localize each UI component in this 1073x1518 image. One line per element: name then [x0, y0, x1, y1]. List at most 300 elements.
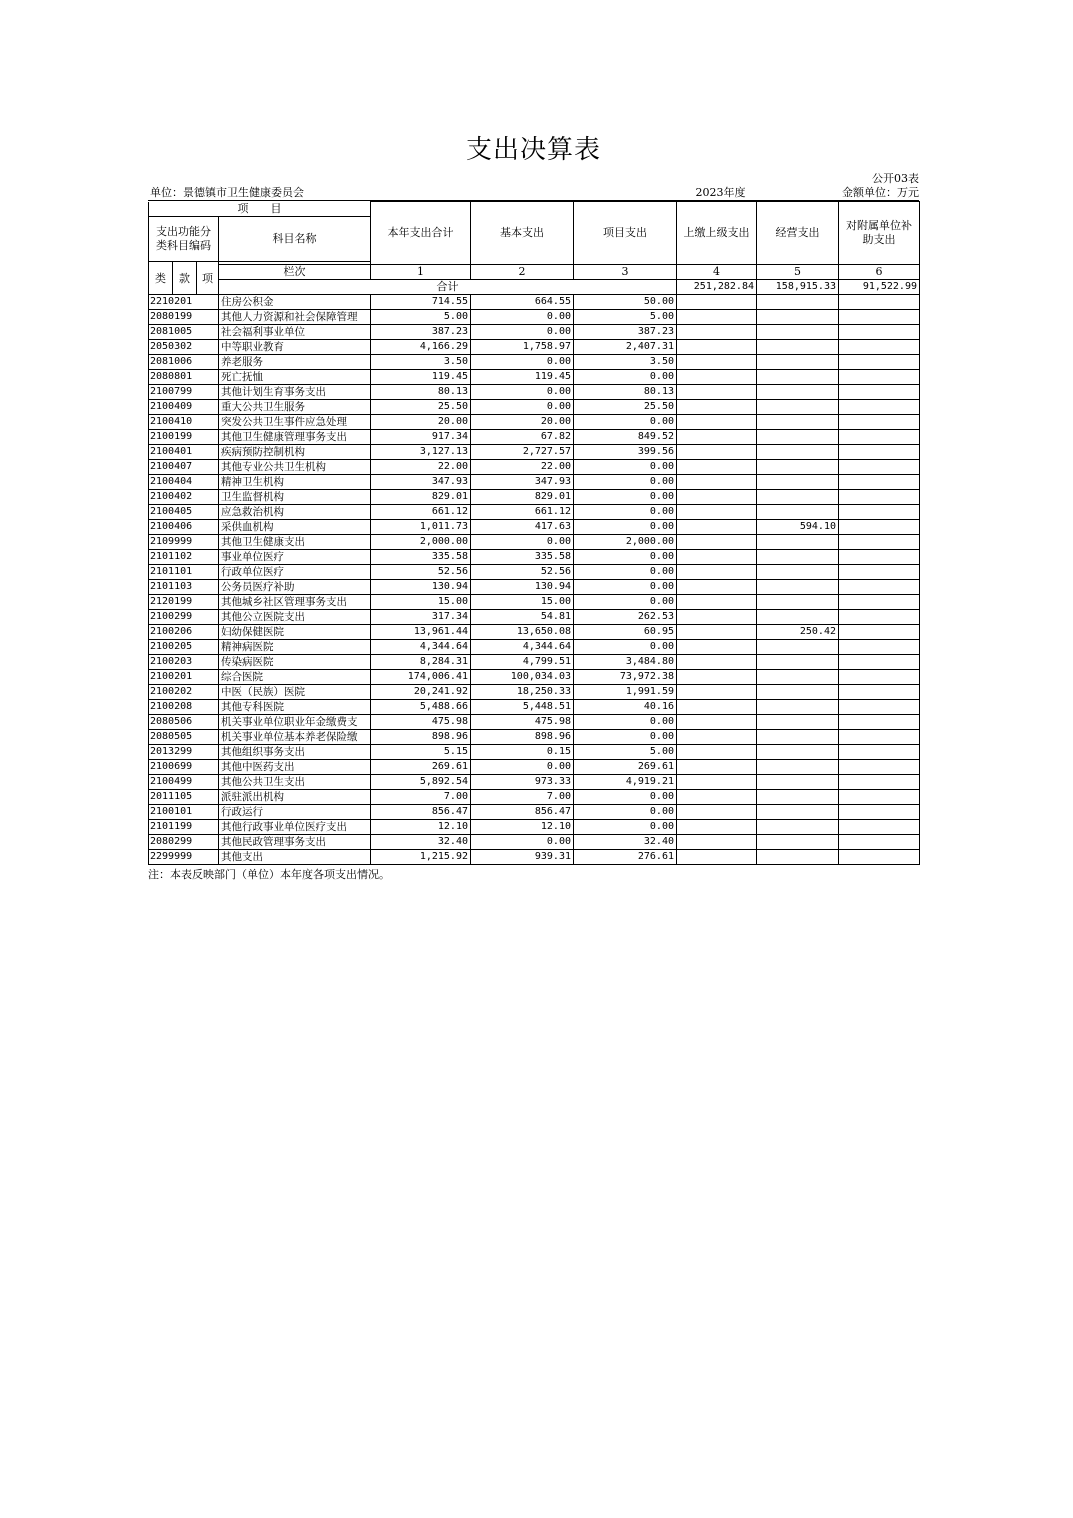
col-index-6: 6	[839, 264, 920, 279]
row-project: 0.00	[574, 819, 677, 834]
row-total: 4,344.64	[371, 639, 471, 654]
table-row	[149, 834, 920, 849]
row-project: 3.50	[574, 354, 677, 369]
table-row	[149, 729, 920, 744]
row-business	[757, 474, 839, 489]
row-code: 2100205	[149, 639, 219, 654]
row-basic: 661.12	[471, 504, 574, 519]
row-upper	[677, 564, 757, 579]
row-project: 0.00	[574, 639, 677, 654]
row-code: 2050302	[149, 339, 219, 354]
row-name: 传染病医院	[219, 654, 371, 669]
table-row	[149, 294, 920, 309]
row-business	[757, 534, 839, 549]
row-subsidy	[839, 354, 920, 369]
row-basic: 2,727.57	[471, 444, 574, 459]
row-business	[757, 399, 839, 414]
row-name: 其他卫生健康管理事务支出	[219, 429, 371, 444]
row-subsidy	[839, 339, 920, 354]
table-row	[149, 429, 920, 444]
row-project: 0.00	[574, 579, 677, 594]
row-upper	[677, 834, 757, 849]
table-row	[149, 849, 920, 864]
row-upper	[677, 459, 757, 474]
row-upper	[677, 474, 757, 489]
row-business	[757, 339, 839, 354]
row-code: 2100299	[149, 609, 219, 624]
row-name: 疾病预防控制机构	[219, 444, 371, 459]
row-business	[757, 564, 839, 579]
row-business: 594.10	[757, 519, 839, 534]
row-total: 52.56	[371, 564, 471, 579]
row-subsidy	[839, 294, 920, 309]
row-basic: 829.01	[471, 489, 574, 504]
row-name: 派驻派出机构	[219, 789, 371, 804]
table-row	[149, 504, 920, 519]
row-name: 行政运行	[219, 804, 371, 819]
table-row	[149, 459, 920, 474]
table-row	[149, 444, 920, 459]
row-subsidy	[839, 849, 920, 864]
row-subsidy	[839, 609, 920, 624]
row-code: 2120199	[149, 594, 219, 609]
row-total: 714.55	[371, 294, 471, 309]
row-code: 2100208	[149, 699, 219, 714]
row-name: 其他公共卫生支出	[219, 774, 371, 789]
row-project: 80.13	[574, 384, 677, 399]
currency-label: 金额单位：万元	[842, 186, 919, 199]
row-upper	[677, 504, 757, 519]
row-upper	[677, 414, 757, 429]
row-subsidy	[839, 399, 920, 414]
row-name: 机关事业单位基本养老保险缴	[219, 729, 371, 744]
row-basic: 7.00	[471, 789, 574, 804]
row-name: 其他专业公共卫生机构	[219, 459, 371, 474]
table-row	[149, 414, 920, 429]
row-subsidy	[839, 504, 920, 519]
sum-label: 合计	[219, 279, 677, 294]
row-upper	[677, 324, 757, 339]
row-code: 2100799	[149, 384, 219, 399]
row-name: 其他卫生健康支出	[219, 534, 371, 549]
table-row	[149, 744, 920, 759]
row-business	[757, 459, 839, 474]
row-project: 387.23	[574, 324, 677, 339]
row-upper	[677, 579, 757, 594]
row-upper	[677, 684, 757, 699]
row-code: 2210201	[149, 294, 219, 309]
row-business	[757, 699, 839, 714]
row-code: 2100405	[149, 504, 219, 519]
row-basic: 475.98	[471, 714, 574, 729]
row-basic: 54.81	[471, 609, 574, 624]
row-subsidy	[839, 444, 920, 459]
row-business	[757, 759, 839, 774]
row-total: 8,284.31	[371, 654, 471, 669]
row-basic: 0.00	[471, 534, 574, 549]
row-basic: 5,448.51	[471, 699, 574, 714]
row-business	[757, 744, 839, 759]
row-basic: 417.63	[471, 519, 574, 534]
row-upper	[677, 309, 757, 324]
row-subsidy	[839, 684, 920, 699]
row-name: 其他公立医院支出	[219, 609, 371, 624]
row-name: 其他组织事务支出	[219, 744, 371, 759]
row-total: 317.34	[371, 609, 471, 624]
row-basic: 20.00	[471, 414, 574, 429]
year-label: 2023年度	[695, 186, 746, 199]
row-upper	[677, 369, 757, 384]
row-subsidy	[839, 624, 920, 639]
row-subsidy	[839, 474, 920, 489]
row-code: 2100206	[149, 624, 219, 639]
row-basic: 0.15	[471, 744, 574, 759]
row-project: 0.00	[574, 594, 677, 609]
row-project: 0.00	[574, 549, 677, 564]
meta-row	[148, 186, 919, 201]
row-project: 25.50	[574, 399, 677, 414]
row-name: 其他中医药支出	[219, 759, 371, 774]
sum-project: 91,522.99	[839, 279, 920, 294]
row-project: 40.16	[574, 699, 677, 714]
row-name: 精神病医院	[219, 639, 371, 654]
row-total: 347.93	[371, 474, 471, 489]
row-total: 829.01	[371, 489, 471, 504]
row-upper	[677, 639, 757, 654]
row-project: 5.00	[574, 744, 677, 759]
row-total: 130.94	[371, 579, 471, 594]
row-total: 5,892.54	[371, 774, 471, 789]
row-basic: 4,799.51	[471, 654, 574, 669]
row-basic: 15.00	[471, 594, 574, 609]
table-row	[149, 549, 920, 564]
row-total: 387.23	[371, 324, 471, 339]
row-basic: 0.00	[471, 399, 574, 414]
row-total: 12.10	[371, 819, 471, 834]
row-basic: 335.58	[471, 549, 574, 564]
row-project: 0.00	[574, 459, 677, 474]
row-code: 2100401	[149, 444, 219, 459]
row-name: 突发公共卫生事件应急处理	[219, 414, 371, 429]
row-name: 中医（民族）医院	[219, 684, 371, 699]
row-upper	[677, 549, 757, 564]
row-business	[757, 309, 839, 324]
unit-label: 单位：景德镇市卫生健康委员会	[150, 186, 304, 199]
table-row	[149, 789, 920, 804]
row-business	[757, 414, 839, 429]
row-business	[757, 684, 839, 699]
row-basic: 13,650.08	[471, 624, 574, 639]
row-total: 1,011.73	[371, 519, 471, 534]
lei-header: 类	[149, 264, 173, 294]
row-subsidy	[839, 564, 920, 579]
project-expenditure-header: 项目支出	[574, 202, 677, 265]
row-name: 社会福利事业单位	[219, 324, 371, 339]
row-upper	[677, 669, 757, 684]
row-name: 死亡抚恤	[219, 369, 371, 384]
row-business	[757, 819, 839, 834]
table-row	[149, 489, 920, 504]
row-name: 行政单位医疗	[219, 564, 371, 579]
row-code: 2100499	[149, 774, 219, 789]
row-upper	[677, 804, 757, 819]
row-name: 中等职业教育	[219, 339, 371, 354]
row-project: 0.00	[574, 504, 677, 519]
row-code: 2299999	[149, 849, 219, 864]
row-upper	[677, 399, 757, 414]
row-total: 119.45	[371, 369, 471, 384]
sum-total: 251,282.84	[677, 279, 757, 294]
row-upper	[677, 594, 757, 609]
row-basic: 18,250.33	[471, 684, 574, 699]
row-total: 3.50	[371, 354, 471, 369]
form-number: 公开03表	[872, 172, 919, 185]
row-upper	[677, 714, 757, 729]
row-total: 2,000.00	[371, 534, 471, 549]
row-name: 重大公共卫生服务	[219, 399, 371, 414]
row-name: 其他计划生育事务支出	[219, 384, 371, 399]
row-business	[757, 429, 839, 444]
row-upper	[677, 699, 757, 714]
row-project: 0.00	[574, 519, 677, 534]
row-subsidy	[839, 519, 920, 534]
row-project: 2,000.00	[574, 534, 677, 549]
table-row	[149, 699, 920, 714]
row-total: 475.98	[371, 714, 471, 729]
row-name: 其他城乡社区管理事务支出	[219, 594, 371, 609]
row-subsidy	[839, 789, 920, 804]
row-upper	[677, 624, 757, 639]
row-basic: 939.31	[471, 849, 574, 864]
row-subsidy	[839, 489, 920, 504]
row-subsidy	[839, 459, 920, 474]
row-total: 5.15	[371, 744, 471, 759]
xiang-header: 项	[197, 264, 219, 294]
row-project: 2,407.31	[574, 339, 677, 354]
row-business	[757, 774, 839, 789]
row-subsidy	[839, 324, 920, 339]
table-row	[149, 654, 920, 669]
row-upper	[677, 729, 757, 744]
table-row	[149, 669, 920, 684]
table-row	[149, 819, 920, 834]
footnote: 注：本表反映部门（单位）本年度各项支出情况。	[148, 867, 390, 881]
row-business	[757, 369, 839, 384]
row-name: 其他人力资源和社会保障管理	[219, 309, 371, 324]
row-basic: 0.00	[471, 309, 574, 324]
row-name: 事业单位医疗	[219, 549, 371, 564]
row-subsidy	[839, 549, 920, 564]
row-code: 2080199	[149, 309, 219, 324]
row-total: 20.00	[371, 414, 471, 429]
row-project: 0.00	[574, 564, 677, 579]
table-row	[149, 594, 920, 609]
row-subsidy	[839, 384, 920, 399]
row-project: 0.00	[574, 414, 677, 429]
row-name: 妇幼保健医院	[219, 624, 371, 639]
row-name: 养老服务	[219, 354, 371, 369]
row-total: 661.12	[371, 504, 471, 519]
row-total: 898.96	[371, 729, 471, 744]
row-project: 0.00	[574, 729, 677, 744]
row-name: 其他支出	[219, 849, 371, 864]
table-row	[149, 714, 920, 729]
row-basic: 0.00	[471, 759, 574, 774]
table-row	[149, 609, 920, 624]
row-upper	[677, 354, 757, 369]
row-code: 2100202	[149, 684, 219, 699]
row-code: 2100201	[149, 669, 219, 684]
row-upper	[677, 744, 757, 759]
row-name: 公务员医疗补助	[219, 579, 371, 594]
row-total: 80.13	[371, 384, 471, 399]
col-index-1: 1	[371, 264, 471, 279]
row-code: 2100404	[149, 474, 219, 489]
row-code: 2100409	[149, 399, 219, 414]
row-upper	[677, 534, 757, 549]
table-row	[149, 339, 920, 354]
row-basic: 347.93	[471, 474, 574, 489]
row-subsidy	[839, 579, 920, 594]
row-total: 856.47	[371, 804, 471, 819]
row-project: 0.00	[574, 789, 677, 804]
row-total: 25.50	[371, 399, 471, 414]
table-row	[149, 309, 920, 324]
row-basic: 52.56	[471, 564, 574, 579]
page-title: 支出决算表	[465, 135, 601, 165]
project-header: 项 目	[149, 202, 371, 217]
row-business	[757, 609, 839, 624]
row-total: 13,961.44	[371, 624, 471, 639]
row-basic: 22.00	[471, 459, 574, 474]
row-upper	[677, 654, 757, 669]
lanci-label: 栏次	[219, 264, 371, 279]
row-business	[757, 729, 839, 744]
row-code: 2081005	[149, 324, 219, 339]
row-project: 32.40	[574, 834, 677, 849]
row-project: 0.00	[574, 369, 677, 384]
row-code: 2080801	[149, 369, 219, 384]
business-header: 经营支出	[757, 202, 839, 265]
table-row	[149, 384, 920, 399]
table-row	[149, 564, 920, 579]
row-code: 2100410	[149, 414, 219, 429]
row-upper	[677, 759, 757, 774]
row-business	[757, 384, 839, 399]
table-row	[149, 684, 920, 699]
row-business	[757, 504, 839, 519]
row-basic: 67.82	[471, 429, 574, 444]
row-project: 262.53	[574, 609, 677, 624]
row-total: 5.00	[371, 309, 471, 324]
row-project: 276.61	[574, 849, 677, 864]
name-header: 科目名称	[219, 216, 371, 261]
row-name: 应急救治机构	[219, 504, 371, 519]
row-business	[757, 549, 839, 564]
row-code: 2100199	[149, 429, 219, 444]
row-subsidy	[839, 414, 920, 429]
row-code: 2109999	[149, 534, 219, 549]
row-project: 399.56	[574, 444, 677, 459]
row-subsidy	[839, 594, 920, 609]
row-business	[757, 804, 839, 819]
row-project: 0.00	[574, 714, 677, 729]
row-subsidy	[839, 639, 920, 654]
row-code: 2081006	[149, 354, 219, 369]
row-total: 5,488.66	[371, 699, 471, 714]
row-project: 1,991.59	[574, 684, 677, 699]
row-code: 2011105	[149, 789, 219, 804]
row-business: 250.42	[757, 624, 839, 639]
row-name: 采供血机构	[219, 519, 371, 534]
expenditure-table	[148, 201, 920, 865]
row-basic: 0.00	[471, 834, 574, 849]
row-upper	[677, 774, 757, 789]
row-project: 50.00	[574, 294, 677, 309]
row-upper	[677, 339, 757, 354]
row-basic: 130.94	[471, 579, 574, 594]
row-project: 0.00	[574, 804, 677, 819]
row-code: 2100406	[149, 519, 219, 534]
row-business	[757, 849, 839, 864]
row-total: 269.61	[371, 759, 471, 774]
row-project: 5.00	[574, 309, 677, 324]
row-total: 4,166.29	[371, 339, 471, 354]
col-index-5: 5	[757, 264, 839, 279]
row-name: 其他民政管理事务支出	[219, 834, 371, 849]
row-total: 174,006.41	[371, 669, 471, 684]
table-row	[149, 519, 920, 534]
row-total: 20,241.92	[371, 684, 471, 699]
row-business	[757, 714, 839, 729]
row-upper	[677, 489, 757, 504]
row-upper	[677, 519, 757, 534]
row-upper	[677, 429, 757, 444]
row-project: 60.95	[574, 624, 677, 639]
row-basic: 4,344.64	[471, 639, 574, 654]
row-code: 2100402	[149, 489, 219, 504]
row-total: 15.00	[371, 594, 471, 609]
row-business	[757, 489, 839, 504]
row-business	[757, 594, 839, 609]
col-index-2: 2	[471, 264, 574, 279]
table-row	[149, 579, 920, 594]
row-name: 综合医院	[219, 669, 371, 684]
row-code: 2100407	[149, 459, 219, 474]
row-business	[757, 654, 839, 669]
row-basic: 0.00	[471, 354, 574, 369]
row-business	[757, 444, 839, 459]
row-subsidy	[839, 714, 920, 729]
table-row	[149, 624, 920, 639]
row-total: 7.00	[371, 789, 471, 804]
table-row	[149, 474, 920, 489]
row-code: 2101103	[149, 579, 219, 594]
row-code: 2101101	[149, 564, 219, 579]
row-subsidy	[839, 534, 920, 549]
row-total: 22.00	[371, 459, 471, 474]
row-code: 2100101	[149, 804, 219, 819]
row-subsidy	[839, 774, 920, 789]
row-subsidy	[839, 729, 920, 744]
upper-header: 上缴上级支出	[677, 202, 757, 265]
col-index-4: 4	[677, 264, 757, 279]
row-total: 32.40	[371, 834, 471, 849]
row-subsidy	[839, 369, 920, 384]
row-subsidy	[839, 429, 920, 444]
row-project: 0.00	[574, 474, 677, 489]
col-index-3: 3	[574, 264, 677, 279]
